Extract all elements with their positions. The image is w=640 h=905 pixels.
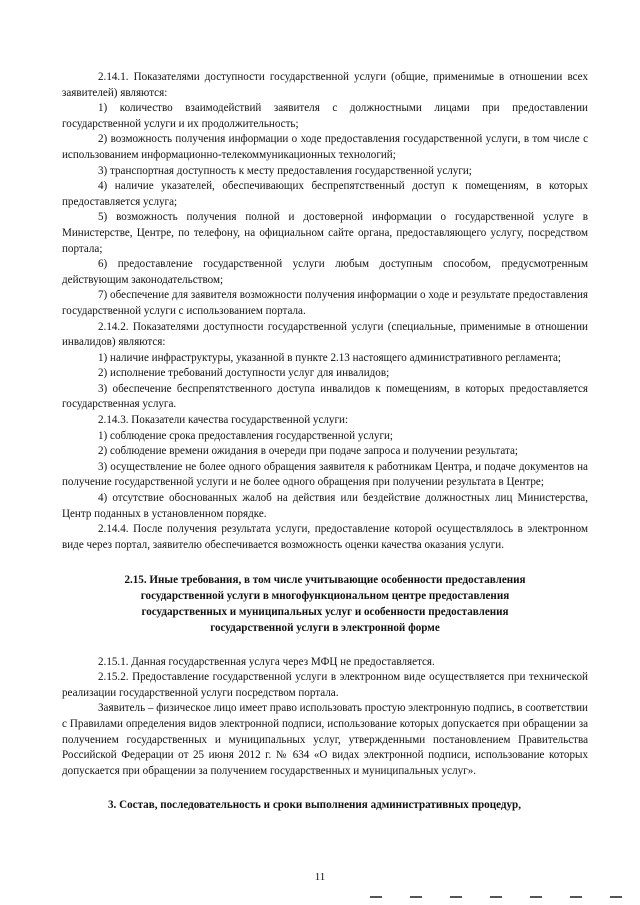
paragraph: 2.14.2. Показателями доступности государственной услуги (специальные, применимые в отношении инвалидов) являются: [62,320,588,349]
paragraph: 4) наличие указателей, обеспечивающих беспрепятственный доступ к помещениям, в которых предоставляется услуга; [62,180,588,208]
paragraph: 6) предоставление государственной услуги любым доступным способом, предусмотренным действующим законодательством; [62,258,588,286]
paragraph: 3) транспортная доступность к месту предоставления государственной услуги; [98,164,472,177]
paragraph: 2.15.2. Предоставление государственной услуги в электронном виде осуществляется при технической реализации государственной услуги посредством портала. [62,671,588,699]
section-heading-2-15 [62,573,588,636]
paragraph: 2.14.4. После получения результата услуги, предоставление которой осуществлялось в электронном виде через портал, заявителю обеспечивается возможность оценки качества оказания услуги. [62,523,588,551]
paragraph: 3) обеспечение беспрепятственного доступа инвалидов к помещениям, в которых предоставляется государственная услуга. [62,382,588,411]
heading-line: 2.15. Иные требования, в том числе учитывающие особенности предоставления [124,574,526,587]
heading-line: государственной услуги в многофункциональном центре предоставления [140,590,510,603]
paragraph: 2) соблюдение времени ожидания в очереди при подаче запроса и получении результата; [98,445,518,458]
paragraph: 5) возможность получения полной и достоверной информации о государственной услуге в Министерстве, Центре, по телефону, на официальном сайте органа, предоставляющего услугу, посредством портала; [62,211,588,255]
document-body [62,70,588,814]
paragraph: 1) количество взаимодействий заявителя с должностными лицами при предоставлении государственной услуги и их продолжительность; [62,102,588,130]
heading-line: государственных и муниципальных услуг и особенности предоставления [141,606,509,618]
paragraph: 4) отсутствие обоснованных жалоб на действия или бездействие должностных лиц Министерства, Центр поданных в установленном порядке. [62,492,588,520]
paragraph: 2.15.1. Данная государственная услуга через МФЦ не предоставляется. [98,655,435,668]
paragraph: Заявитель – физическое лицо имеет право использовать простую электронную подпись, в соответствии с Правилами определения видов электронной подписи, использование которых допускается при обращении за получением государственных и муниципальных услуг, утвержденными постановлением Правительства Российской Федерации от 25 июня 2012 г. № 634 «О видах электронной подписи, использование которых допускается при обращении за получением государственных и муниципальных услуг». [62,702,588,777]
paragraph: 2) исполнение требований доступности услуг для инвалидов; [98,367,390,380]
paragraph: 3) осуществление не более одного обращения заявителя к работникам Центра, и подаче документов на получение государственной услуги и не более одного обращения при получении результата в Центре; [62,460,588,489]
scan-edge-marks [370,896,640,899]
paragraph: 1) наличие инфраструктуры, указанной в пункте 2.13 настоящего административного регламента; [98,351,561,364]
section-heading-3: 3. Состав, последовательность и сроки выполнения административных процедур, [108,799,521,812]
paragraph: 2.14.1. Показателями доступности государственной услуги (общие, применимые в отношении всех заявителей) являются: [62,71,588,99]
paragraph: 7) обеспечение для заявителя возможности получения информации о ходе и результате предоставления государственной услуги с использованием портала. [62,289,588,317]
page-number: 11 [314,871,326,883]
heading-line: государственной услуги в электронной форме [210,621,440,634]
paragraph: 2) возможность получения информации о ходе предоставления государственной услуги, в том числе с использованием информационно-телекоммуникационных технологий; [62,133,588,161]
paragraph: 1) соблюдение срока предоставления государственной услуги; [98,429,394,442]
paragraph: 2.14.3. Показатели качества государственной услуги: [98,414,349,427]
